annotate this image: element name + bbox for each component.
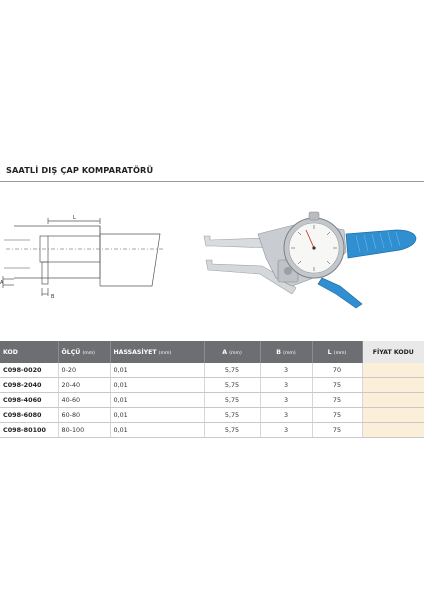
table-row [0, 363, 424, 378]
cell-olcu: 40-60 [58, 393, 110, 408]
dimension-label-b: B [51, 294, 55, 300]
dimension-label-a: A [0, 280, 4, 286]
cell-hassasiyet: 0,01 [110, 423, 204, 438]
cell-kod: C098-6080 [0, 408, 58, 423]
cell-fiyat-kodu [362, 393, 424, 408]
cell-a: 5,75 [204, 423, 260, 438]
cell-a: 5,75 [204, 363, 260, 378]
cell-kod: C098-4060 [0, 393, 58, 408]
page-title: SAATLİ DIŞ ÇAP KOMPARATÖRÜ [6, 165, 154, 175]
cell-a: 5,75 [204, 408, 260, 423]
dimension-diagram [0, 210, 170, 302]
column-header-b: B (mm) [260, 341, 312, 363]
spec-table [0, 341, 424, 438]
cell-hassasiyet: 0,01 [110, 378, 204, 393]
cell-l: 75 [312, 393, 362, 408]
table-row [0, 393, 424, 408]
column-header-hassasiyet: HASSASİYET (mm) [110, 341, 204, 363]
product-image [196, 208, 422, 312]
cell-kod: C098-80100 [0, 423, 58, 438]
table-row [0, 408, 424, 423]
cell-olcu: 0-20 [58, 363, 110, 378]
cell-kod: C098-2040 [0, 378, 58, 393]
cell-b: 3 [260, 363, 312, 378]
title-divider [0, 181, 424, 182]
cell-olcu: 60-80 [58, 408, 110, 423]
cell-a: 5,75 [204, 378, 260, 393]
cell-l: 70 [312, 363, 362, 378]
column-header-a: A (mm) [204, 341, 260, 363]
cell-b: 3 [260, 408, 312, 423]
dimension-label-l: L [73, 215, 76, 221]
cell-l: 75 [312, 378, 362, 393]
cell-hassasiyet: 0,01 [110, 408, 204, 423]
cell-l: 75 [312, 423, 362, 438]
cell-fiyat-kodu [362, 363, 424, 378]
cell-olcu: 20-40 [58, 378, 110, 393]
cell-olcu: 80-100 [58, 423, 110, 438]
cell-fiyat-kodu [362, 378, 424, 393]
column-header-fiyat-kodu: FİYAT KODU [362, 341, 424, 363]
cell-b: 3 [260, 423, 312, 438]
cell-fiyat-kodu [362, 423, 424, 438]
table-header-row [0, 341, 424, 363]
column-header-olcu: ÖLÇÜ (mm) [58, 341, 110, 363]
cell-hassasiyet: 0,01 [110, 393, 204, 408]
table-row [0, 378, 424, 393]
cell-hassasiyet: 0,01 [110, 363, 204, 378]
cell-kod: C098-0020 [0, 363, 58, 378]
table-row [0, 423, 424, 438]
cell-b: 3 [260, 378, 312, 393]
cell-b: 3 [260, 393, 312, 408]
column-header-kod: KOD [0, 341, 58, 363]
column-header-l: L (mm) [312, 341, 362, 363]
cell-a: 5,75 [204, 393, 260, 408]
cell-fiyat-kodu [362, 408, 424, 423]
cell-l: 75 [312, 408, 362, 423]
